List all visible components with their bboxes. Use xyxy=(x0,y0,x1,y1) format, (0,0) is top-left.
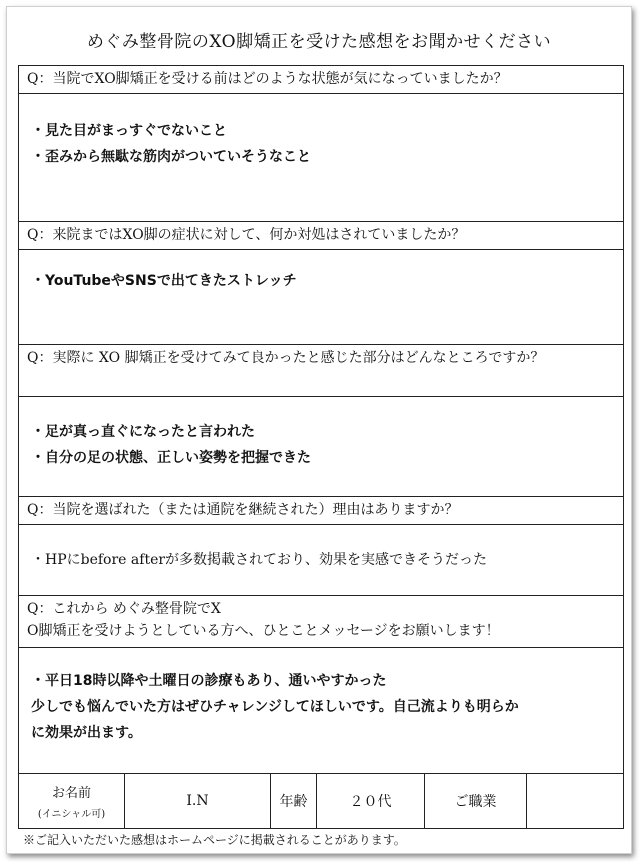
question-3: Q：実際に XO 脚矯正を受けてみて良かったと感じた部分はどんなところですか？ xyxy=(19,345,623,397)
disclaimer-note: ※ご記入いただいた感想はホームページに掲載されることがあります。 xyxy=(23,833,406,847)
survey-form xyxy=(18,65,624,829)
answer-line: ・HPにbefore afterが多数掲載されており、効果を実感できそうだった xyxy=(31,552,488,568)
answer-line: 少しでも悩んでいた方はぜひチャレンジしてほしいです。自己流よりも明らか xyxy=(31,699,519,715)
age-label: 年齢 xyxy=(271,774,317,828)
question-1: Q：当院でXO脚矯正を受ける前はどのような状態が気になっていましたか？ xyxy=(19,66,623,94)
age-value: ２０代 xyxy=(317,774,425,828)
name-sublabel: (イニシャル可) xyxy=(37,809,106,820)
respondent-info-row xyxy=(19,774,623,828)
answer-5 xyxy=(19,648,623,774)
answer-line: ・歪みから無駄な筋肉がついていそうなこと xyxy=(31,149,311,165)
job-value xyxy=(527,774,623,828)
answer-2 xyxy=(19,250,623,345)
answer-line: ・YouTubeやSNSで出てきたストレッチ xyxy=(31,273,297,289)
answer-1 xyxy=(19,94,623,222)
answer-line: に効果が出ます。 xyxy=(31,725,142,741)
answer-line: ・平日18時以降や土曜日の診療もあり、通いやすかった xyxy=(31,673,387,689)
question-5: Q：これから めぐみ整骨院でX O脚矯正を受けようとしている方へ、ひとことメッセージをお願いします！ xyxy=(19,596,623,648)
answer-4 xyxy=(19,525,623,596)
question-4: Q：当院を選ばれた（または通院を継続された）理由はありますか？ xyxy=(19,497,623,525)
question-2: Q：来院まではXO脚の症状に対して、何か対処はされていましたか？ xyxy=(19,222,623,250)
answer-line: ・自分の足の状態、正しい姿勢を把握できた xyxy=(31,450,311,466)
name-value: I.N xyxy=(125,774,271,828)
answer-line: ・見た目がまっすぐでないこと xyxy=(31,123,227,139)
survey-sheet xyxy=(6,6,632,854)
sheet-title: めぐみ整骨院のXO脚矯正を受けた感想をお聞かせください xyxy=(86,32,552,52)
answer-3 xyxy=(19,397,623,497)
name-label: お名前 xyxy=(51,786,91,801)
name-label-cell xyxy=(19,774,125,828)
job-label: ご職業 xyxy=(425,774,527,828)
answer-line: ・足が真っ直ぐになったと言われた xyxy=(31,424,255,440)
